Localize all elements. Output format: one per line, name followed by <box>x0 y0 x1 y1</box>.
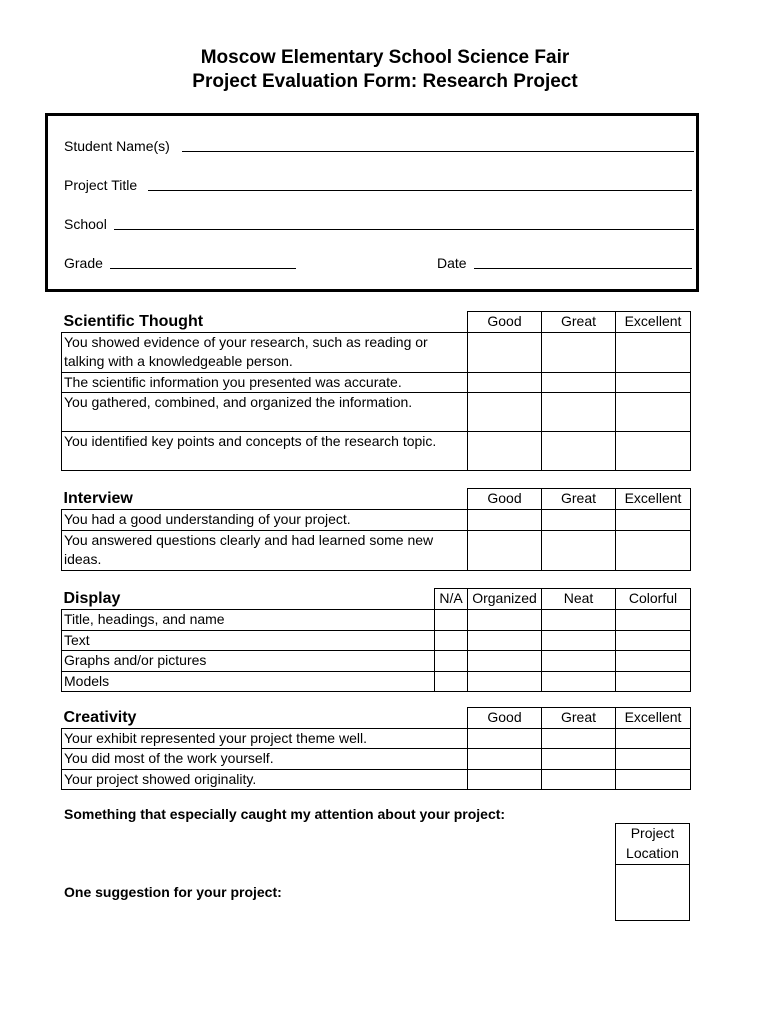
rating-cell[interactable] <box>542 749 616 770</box>
column-header: Neat <box>542 589 616 610</box>
rating-cell[interactable] <box>542 671 616 692</box>
rating-cell[interactable] <box>542 769 616 790</box>
column-header: Excellent <box>616 708 691 729</box>
project-location-label-line-1: Project <box>630 825 675 841</box>
column-header: Organized <box>468 589 542 610</box>
rating-cell[interactable] <box>435 651 468 672</box>
rating-cell[interactable] <box>468 393 542 432</box>
project-title-row <box>64 175 696 195</box>
rating-cell[interactable] <box>616 769 691 790</box>
rating-cell[interactable] <box>468 749 542 770</box>
project-title-field[interactable] <box>148 190 692 191</box>
criterion-text: The scientific information you presented was accurate. <box>62 372 468 393</box>
project-location-label-line-2: Location <box>626 844 679 861</box>
project-location-box <box>615 823 690 921</box>
project-title-label: Project Title <box>64 177 138 193</box>
student-info-box <box>45 113 699 292</box>
rating-cell[interactable] <box>542 432 616 471</box>
column-header: Great <box>542 708 616 729</box>
rating-cell[interactable] <box>616 610 691 631</box>
school-field[interactable] <box>114 229 694 230</box>
rating-cell[interactable] <box>542 372 616 393</box>
scientific-thought-heading: Scientific Thought <box>63 312 204 330</box>
rating-cell[interactable] <box>542 728 616 749</box>
rating-cell[interactable] <box>616 630 691 651</box>
suggestion-prompt: One suggestion for your project: <box>64 884 282 900</box>
rating-cell[interactable] <box>616 432 691 471</box>
rating-cell[interactable] <box>616 510 691 531</box>
rating-cell[interactable] <box>542 610 616 631</box>
criterion-text: You showed evidence of your research, such as reading or talking with a knowledgeable person. <box>62 332 468 372</box>
column-header: Great <box>542 312 616 333</box>
school-row <box>64 214 696 234</box>
rating-cell[interactable] <box>468 332 542 372</box>
criterion-text: Your exhibit represented your project theme well. <box>62 728 468 749</box>
column-header: Great <box>542 489 616 510</box>
criterion-text: You gathered, combined, and organized the information. <box>62 393 468 432</box>
criterion-text: Your project showed originality. <box>62 769 468 790</box>
grade-field[interactable] <box>110 268 296 269</box>
rating-cell[interactable] <box>542 630 616 651</box>
rating-cell[interactable] <box>468 610 542 631</box>
column-header: Good <box>468 708 542 729</box>
rating-cell[interactable] <box>435 671 468 692</box>
form-title-line-1: Moscow Elementary School Science Fair <box>200 47 570 68</box>
column-header: Excellent <box>616 312 691 333</box>
rating-cell[interactable] <box>616 332 691 372</box>
project-location-field[interactable] <box>616 865 689 921</box>
display-heading: Display <box>63 589 121 607</box>
rating-cell[interactable] <box>616 728 691 749</box>
rating-cell[interactable] <box>542 332 616 372</box>
date-label: Date <box>437 255 467 271</box>
scientific-thought-table <box>61 311 691 471</box>
criterion-text: Title, headings, and name <box>62 610 435 631</box>
rating-cell[interactable] <box>542 510 616 531</box>
column-header: N/A <box>435 589 468 610</box>
criterion-text: Models <box>62 671 435 692</box>
rating-cell[interactable] <box>616 749 691 770</box>
rating-cell[interactable] <box>468 769 542 790</box>
student-names-field[interactable] <box>182 151 694 152</box>
rating-cell[interactable] <box>468 510 542 531</box>
rating-cell[interactable] <box>435 630 468 651</box>
column-header: Good <box>468 489 542 510</box>
rating-cell[interactable] <box>468 530 542 570</box>
attention-prompt: Something that especially caught my attention about your project: <box>64 806 506 822</box>
column-header: Excellent <box>616 489 691 510</box>
rating-cell[interactable] <box>468 630 542 651</box>
grade-label: Grade <box>64 255 103 271</box>
column-header: Colorful <box>616 589 691 610</box>
student-names-row <box>64 136 696 156</box>
criterion-text: Text <box>62 630 435 651</box>
rating-cell[interactable] <box>468 651 542 672</box>
rating-cell[interactable] <box>542 393 616 432</box>
criterion-text: You had a good understanding of your project. <box>62 510 468 531</box>
rating-cell[interactable] <box>616 651 691 672</box>
rating-cell[interactable] <box>468 671 542 692</box>
rating-cell[interactable] <box>542 651 616 672</box>
rating-cell[interactable] <box>616 671 691 692</box>
project-location-label <box>616 824 689 865</box>
interview-heading: Interview <box>63 489 133 507</box>
creativity-heading: Creativity <box>63 708 137 726</box>
form-title-line-2: Project Evaluation Form: Research Project <box>192 71 578 92</box>
criterion-text: You did most of the work yourself. <box>62 749 468 770</box>
rating-cell[interactable] <box>616 372 691 393</box>
criterion-text: You answered questions clearly and had learned some new ideas. <box>62 530 468 570</box>
criterion-text: You identified key points and concepts of the research topic. <box>62 432 468 471</box>
display-table <box>61 588 691 692</box>
school-label: School <box>64 216 107 232</box>
rating-cell[interactable] <box>468 728 542 749</box>
rating-cell[interactable] <box>616 530 691 570</box>
interview-table <box>61 488 691 571</box>
grade-date-row <box>64 253 696 273</box>
rating-cell[interactable] <box>468 372 542 393</box>
rating-cell[interactable] <box>616 393 691 432</box>
rating-cell[interactable] <box>542 530 616 570</box>
date-field[interactable] <box>474 268 692 269</box>
rating-cell[interactable] <box>435 610 468 631</box>
student-names-label: Student Name(s) <box>64 138 170 154</box>
column-header: Good <box>468 312 542 333</box>
creativity-table <box>61 707 691 790</box>
rating-cell[interactable] <box>468 432 542 471</box>
criterion-text: Graphs and/or pictures <box>62 651 435 672</box>
